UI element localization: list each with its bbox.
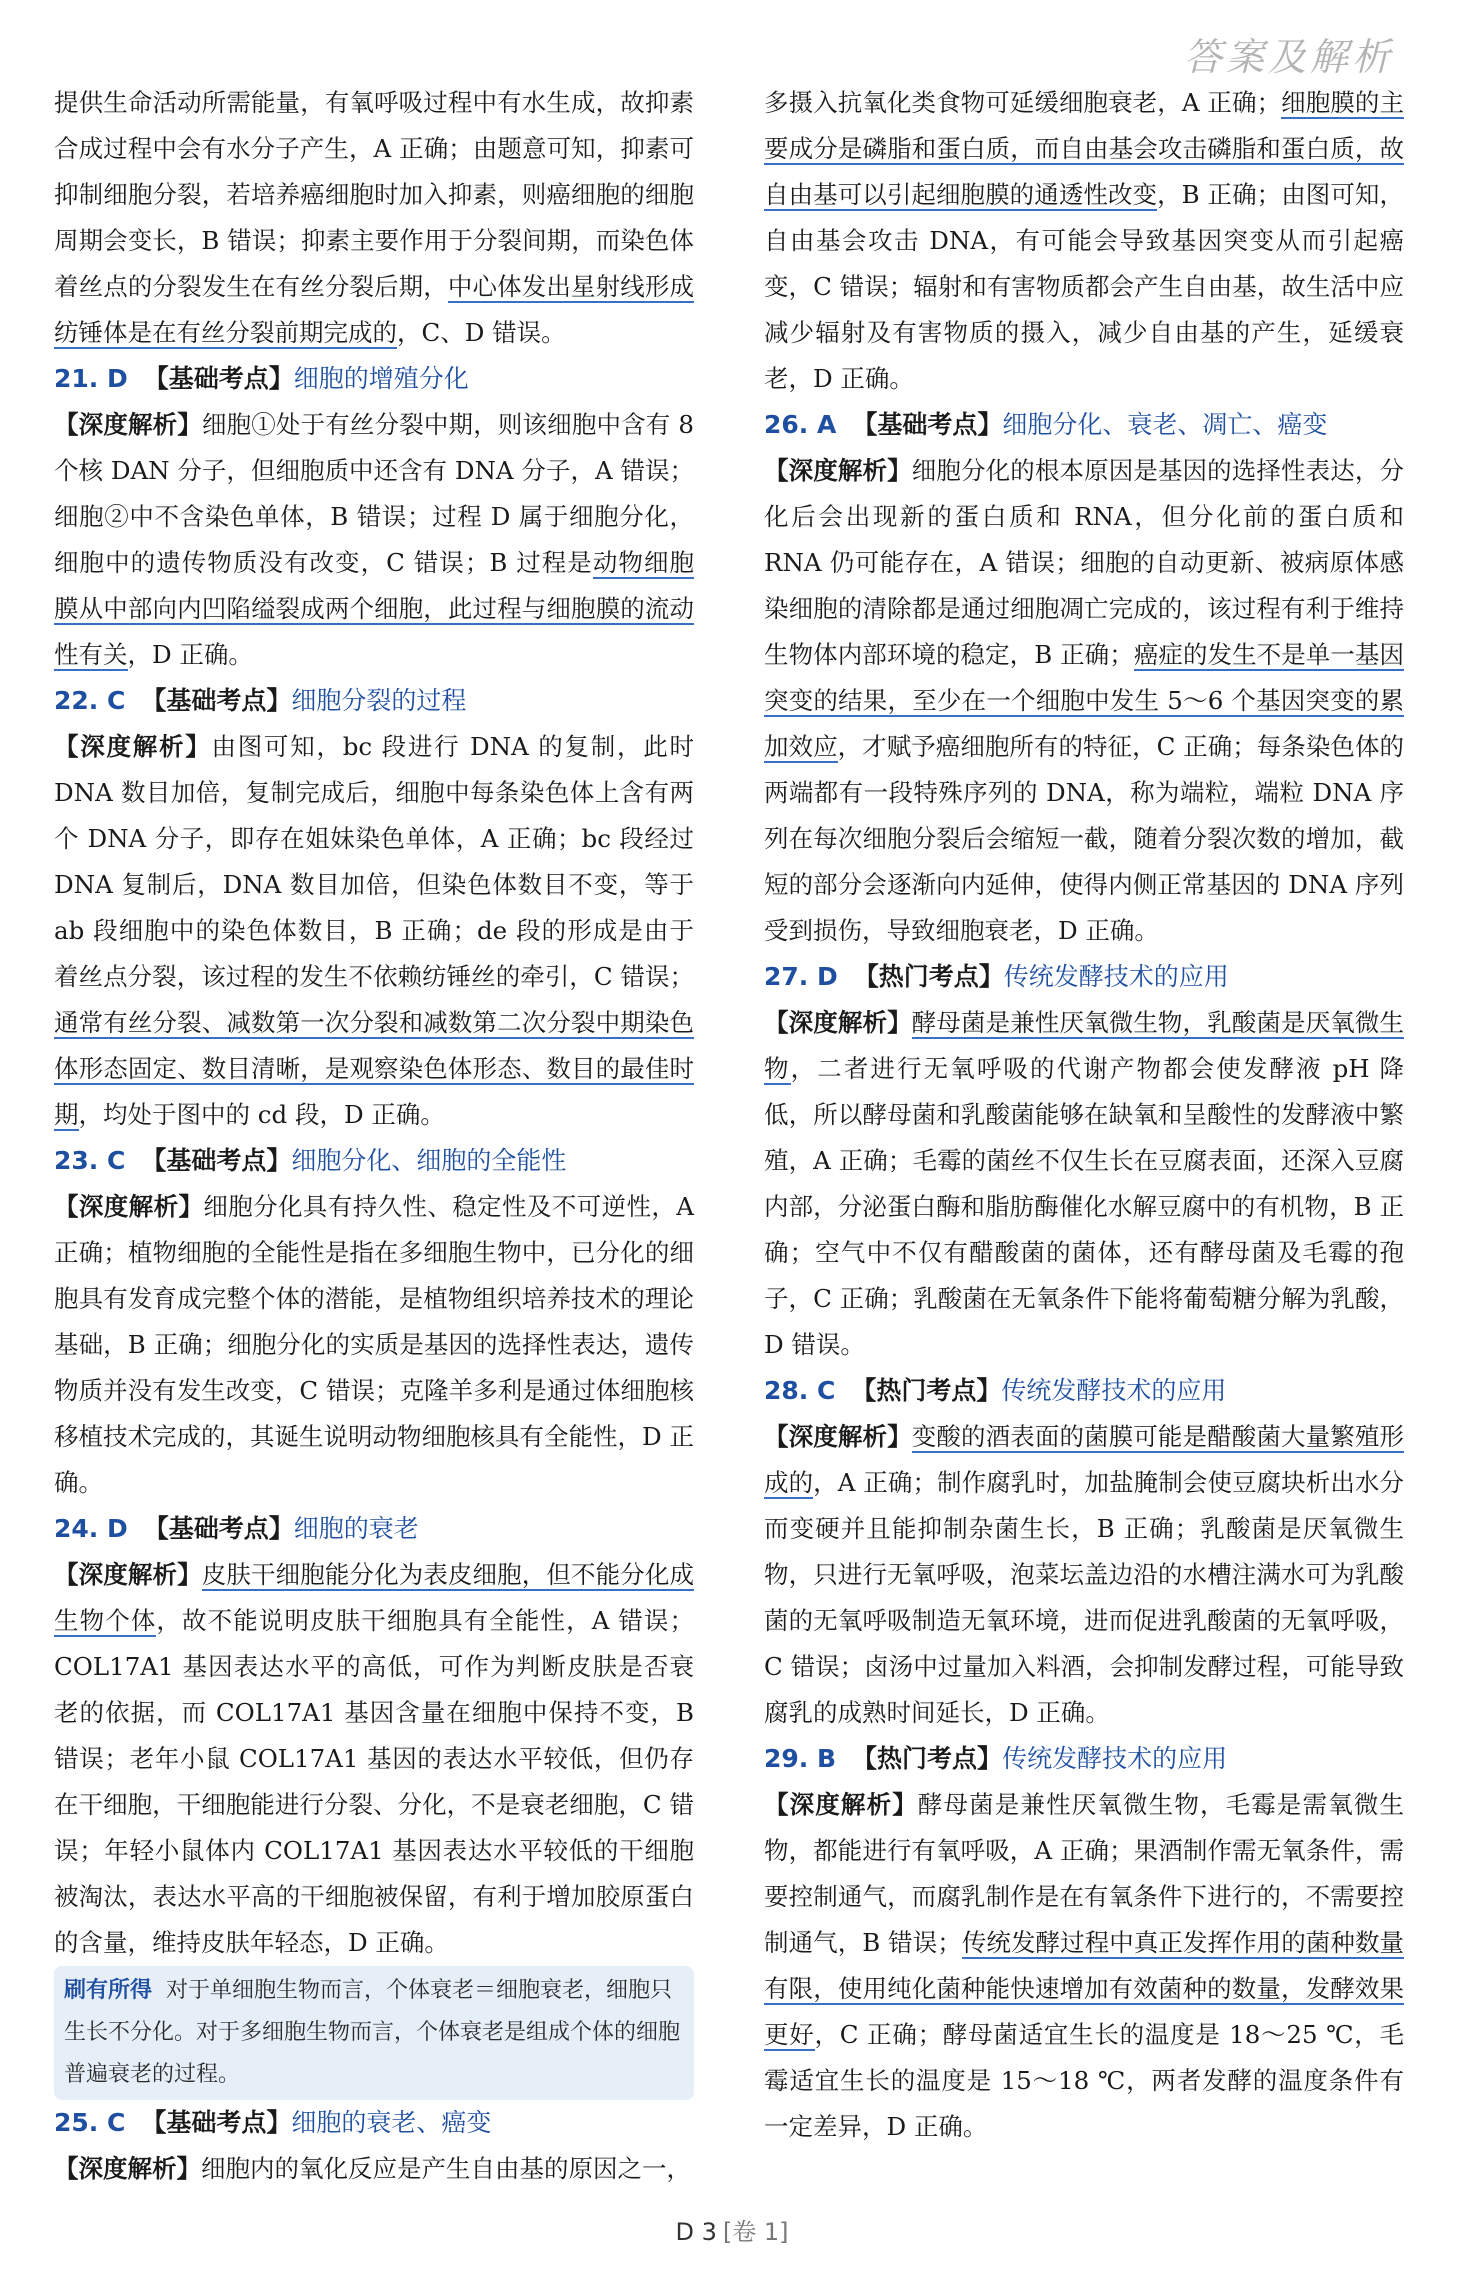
q26-number: 26. A xyxy=(764,410,837,439)
q24-text-1: ，故不能说明皮肤干细胞具有全能性，A 错误；COL17A1 基因表达水平的高低，可作为判断皮肤是否衰老的依据，而 COL17A1 基因含量在细胞中保持不变，B 错误；老年小鼠 COL17A1 基因的表达水平较低，但仍存在干细胞，干细胞能进行分裂、分化，不是衰老细胞，C 错误；年轻小鼠体内 COL17A1 基因表达水平较低的干细胞被淘汰，表达水平高的干细胞被保留，有利于增加胶原蛋白的含量，维持皮肤年轻态，D 正确。 xyxy=(54,1606,694,1957)
q25-text-2: 多摄入抗氧化类食物可延缓细胞衰老，A 正确； xyxy=(764,88,1282,117)
q26-analysis xyxy=(764,448,1404,954)
q24-analysis xyxy=(54,1552,694,1966)
q28-analysis xyxy=(764,1414,1404,1736)
q20-text: 提供生命活动所需能量，有氧呼吸过程中有水生成，故抑素合成过程中会有水分子产生，A 正确；由题意可知，抑素可抑制细胞分裂，若培养癌细胞时加入抑素，则癌细胞的细胞周期会变长，B 错误；抑素主要作用于分裂间期，而染色体着丝点的分裂发生在有丝分裂后期， xyxy=(54,88,694,301)
q21-header xyxy=(54,356,694,402)
page-footer xyxy=(0,2212,1464,2247)
q21-key-point: 动物细胞膜从中部向内凹陷缢裂成两个细胞，此过程与细胞膜的流动性有关 xyxy=(54,548,694,669)
q21-tag: 【基础考点】 xyxy=(143,364,294,393)
q23-number: 23. C xyxy=(54,1146,126,1175)
q28-key-point: 变酸的酒表面的菌膜可能是醋酸菌大量繁殖形成的 xyxy=(764,1422,1405,1497)
q27-number: 27. D xyxy=(764,962,838,991)
q26-header xyxy=(764,402,1404,448)
q28-tag: 【热门考点】 xyxy=(851,1376,1002,1405)
q29-analysis-label: 【深度解析】 xyxy=(764,1790,918,1819)
q26-text-1: 细胞分化的根本原因是基因的选择性表达，分化后会出现新的蛋白质和 RNA，但分化前的蛋白质和 RNA 仍可能存在，A 错误；细胞的自动更新、被病原体感染细胞的清除都是通过细胞凋亡完成的，该过程有利于维持生物体内部环境的稳定，B 正确； xyxy=(764,456,1405,669)
q21-analysis xyxy=(54,402,694,678)
page-header: 答案及解析 xyxy=(1183,35,1394,79)
q24-key-point: 皮肤干细胞能分化为表皮细胞，但不能分化成生物个体 xyxy=(54,1560,695,1635)
q24-topic: 细胞的衰老 xyxy=(293,1514,419,1543)
q29-text-2: ，C 正确；酵母菌适宜生长的温度是 18～25 ℃，毛霉适宜生长的温度是 15～18 ℃，两者发酵的温度条件有一定差异，D 正确。 xyxy=(764,2020,1404,2141)
q24-tag: 【基础考点】 xyxy=(143,1514,294,1543)
volume-label: [卷 1] xyxy=(722,2218,789,2246)
q28-topic: 传统发酵技术的应用 xyxy=(1001,1376,1227,1405)
q28-text-1: ，A 正确；制作腐乳时，加盐腌制会使豆腐块析出水分而变硬并且能抑制杂菌生长，B 正确；乳酸菌是厌氧微生物，只进行无氧呼吸，泡菜坛盖边沿的水槽注满水可为乳酸菌的无氧呼吸制造无氧环境，进而促进乳酸菌的无氧呼吸，C 错误；卤汤中过量加入料酒，会抑制发酵过程，可能导致腐乳的成熟时间延长，D 正确。 xyxy=(764,1468,1405,1727)
q29-key-point: 传统发酵过程中真正发挥作用的菌种数量有限，使用纯化菌种能快速增加有效菌种的数量，发酵效果更好 xyxy=(764,1928,1405,2049)
q23-text-1: 细胞分化具有持久性、稳定性及不可逆性，A 正确；植物细胞的全能性是指在多细胞生物中，已分化的细胞具有发育成完整个体的潜能，是植物组织培养技术的理论基础，B 正确；细胞分化的实质是基因的选择性表达，遗传物质并没有发生改变，C 错误；克隆羊多利是通过体细胞核移植技术完成的，其诞生说明动物细胞核具有全能性，D 正确。 xyxy=(54,1192,694,1497)
q22-text-2: ，均处于图中的 cd 段，D 正确。 xyxy=(78,1100,445,1129)
q24-header xyxy=(54,1506,694,1552)
q27-analysis xyxy=(764,1000,1404,1368)
tip-box xyxy=(54,1966,694,2100)
q27-analysis-label: 【深度解析】 xyxy=(764,1008,912,1037)
q21-number: 21. D xyxy=(54,364,128,393)
q20-tail xyxy=(54,80,694,356)
q26-tag: 【基础考点】 xyxy=(852,410,1003,439)
q21-topic: 细胞的增殖分化 xyxy=(293,364,469,393)
q25-text-3: ，B 正确；由图可知，自由基会攻击 DNA，有可能会导致基因突变从而引起癌变，C 错误；辐射和有害物质都会产生自由基，故生活中应减少辐射及有害物质的摄入，减少自由基的产生，延缓衰老，D 正确。 xyxy=(764,180,1404,393)
q21-analysis-label: 【深度解析】 xyxy=(54,410,202,439)
q25-analysis-label: 【深度解析】 xyxy=(54,2154,201,2183)
left-column xyxy=(54,80,694,2192)
q23-header xyxy=(54,1138,694,1184)
q25-key-point: 细胞膜的主要成分是磷脂和蛋白质，而自由基会攻击磷脂和蛋白质，故自由基可以引起细胞膜的通透性改变 xyxy=(764,88,1404,209)
q27-tag: 【热门考点】 xyxy=(853,962,1004,991)
q22-analysis xyxy=(54,724,694,1138)
q21-text-2: ，D 正确。 xyxy=(127,640,253,669)
tip-text: 对于单细胞生物而言，个体衰老＝细胞衰老，细胞只生长不分化。对于多细胞生物而言，个体衰老是组成个体的细胞普遍衰老的过程。 xyxy=(64,1978,681,2087)
q29-tag: 【热门考点】 xyxy=(852,1744,1003,1773)
q25-number: 25. C xyxy=(54,2108,126,2137)
q23-analysis xyxy=(54,1184,694,1506)
q25-tag: 【基础考点】 xyxy=(141,2108,292,2137)
q28-header xyxy=(764,1368,1404,1414)
q26-text-2: ，才赋予癌细胞所有的特征，C 正确；每条染色体的两端都有一段特殊序列的 DNA，称为端粒，端粒 DNA 序列在每次细胞分裂后会缩短一截，随着分裂次数的增加，截短的部分会逐渐向内延伸，使得内侧正常基因的 DNA 序列受到损伤，导致细胞衰老，D 正确。 xyxy=(764,732,1404,945)
q21-text-1: 细胞①处于有丝分裂中期，则该细胞中含有 8 个核 DAN 分子，但细胞质中还含有 DNA 分子，A 错误；细胞②中不含染色单体，B 错误；过程 D 属于细胞分化，细胞中的遗传物质没有改变，C 错误；B 过程是 xyxy=(54,410,694,577)
q22-number: 22. C xyxy=(54,686,126,715)
q25-topic: 细胞的衰老、癌变 xyxy=(291,2108,492,2137)
q28-analysis-label: 【深度解析】 xyxy=(764,1422,912,1451)
q25-analysis-cont xyxy=(764,80,1404,402)
q23-tag: 【基础考点】 xyxy=(141,1146,292,1175)
q29-analysis xyxy=(764,1782,1404,2150)
q20-end: ，C、D 错误。 xyxy=(397,318,566,347)
q22-text-1: 由图可知，bc 段进行 DNA 的复制，此时 DNA 数目加倍，复制完成后，细胞中每条染色体上含有两个 DNA 分子，即存在姐妹染色单体，A 正确；bc 段经过 DNA 复制后，DNA 数目加倍，但染色体数目不变，等于 ab 段细胞中的染色体数目，B 正确；de 段的形成是由于着丝点分裂，该过程的发生不依赖纺锤丝的牵引，C 错误； xyxy=(54,732,695,991)
q22-header xyxy=(54,678,694,724)
q27-key-point: 酵母菌是兼性厌氧微生物，乳酸菌是厌氧微生物 xyxy=(764,1008,1405,1083)
q26-analysis-label: 【深度解析】 xyxy=(764,456,912,485)
page-number: D 3 xyxy=(675,2218,717,2246)
right-column xyxy=(764,80,1404,2150)
q23-analysis-label: 【深度解析】 xyxy=(54,1192,204,1221)
q27-topic: 传统发酵技术的应用 xyxy=(1003,962,1229,991)
q26-key-point: 癌症的发生不是单一基因突变的结果，至少在一个细胞中发生 5～6 个基因突变的累加效应 xyxy=(764,640,1404,761)
q27-text-1: ，二者进行无氧呼吸的代谢产物都会使发酵液 pH 降低，所以酵母菌和乳酸菌能够在缺氧和呈酸性的发酵液中繁殖，A 正确；毛霉的菌丝不仅生长在豆腐表面，还深入豆腐内部，分泌蛋白酶和脂肪酶催化水解豆腐中的有机物，B 正确；空气中不仅有醋酸菌的菌体，还有酵母菌及毛霉的孢子，C 正确；乳酸菌在无氧条件下能将葡萄糖分解为乳酸，D 错误。 xyxy=(764,1054,1405,1359)
q29-topic: 传统发酵技术的应用 xyxy=(1002,1744,1228,1773)
q22-key-point: 通常有丝分裂、减数第一次分裂和减数第二次分裂中期染色体形态固定、数目清晰，是观察染色体形态、数目的最佳时期 xyxy=(54,1008,694,1129)
q28-number: 28. C xyxy=(764,1376,836,1405)
q20-key-point: 中心体发出星射线形成纺锤体是在有丝分裂前期完成的 xyxy=(54,272,695,347)
q29-text-1: 酵母菌是兼性厌氧微生物，毛霉是需氧微生物，都能进行有氧呼吸，A 正确；果酒制作需无氧条件，需要控制通气，而腐乳制作是在有氧条件下进行的，不需要控制通气，B 错误； xyxy=(764,1790,1404,1957)
q25-text-1: 细胞内的氧化反应是产生自由基的原因之一， xyxy=(201,2154,691,2183)
q24-analysis-label: 【深度解析】 xyxy=(54,1560,202,1589)
q22-topic: 细胞分裂的过程 xyxy=(291,686,467,715)
q29-number: 29. B xyxy=(764,1744,837,1773)
q29-header xyxy=(764,1736,1404,1782)
q27-header xyxy=(764,954,1404,1000)
q24-number: 24. D xyxy=(54,1514,128,1543)
q25-analysis-start xyxy=(54,2146,694,2192)
q26-topic: 细胞分化、衰老、凋亡、癌变 xyxy=(1002,410,1328,439)
q25-header xyxy=(54,2100,694,2146)
q22-tag: 【基础考点】 xyxy=(141,686,292,715)
q22-analysis-label: 【深度解析】 xyxy=(54,732,212,761)
q23-topic: 细胞分化、细胞的全能性 xyxy=(291,1146,567,1175)
tip-brand: 刷有所得 xyxy=(64,1978,153,2003)
